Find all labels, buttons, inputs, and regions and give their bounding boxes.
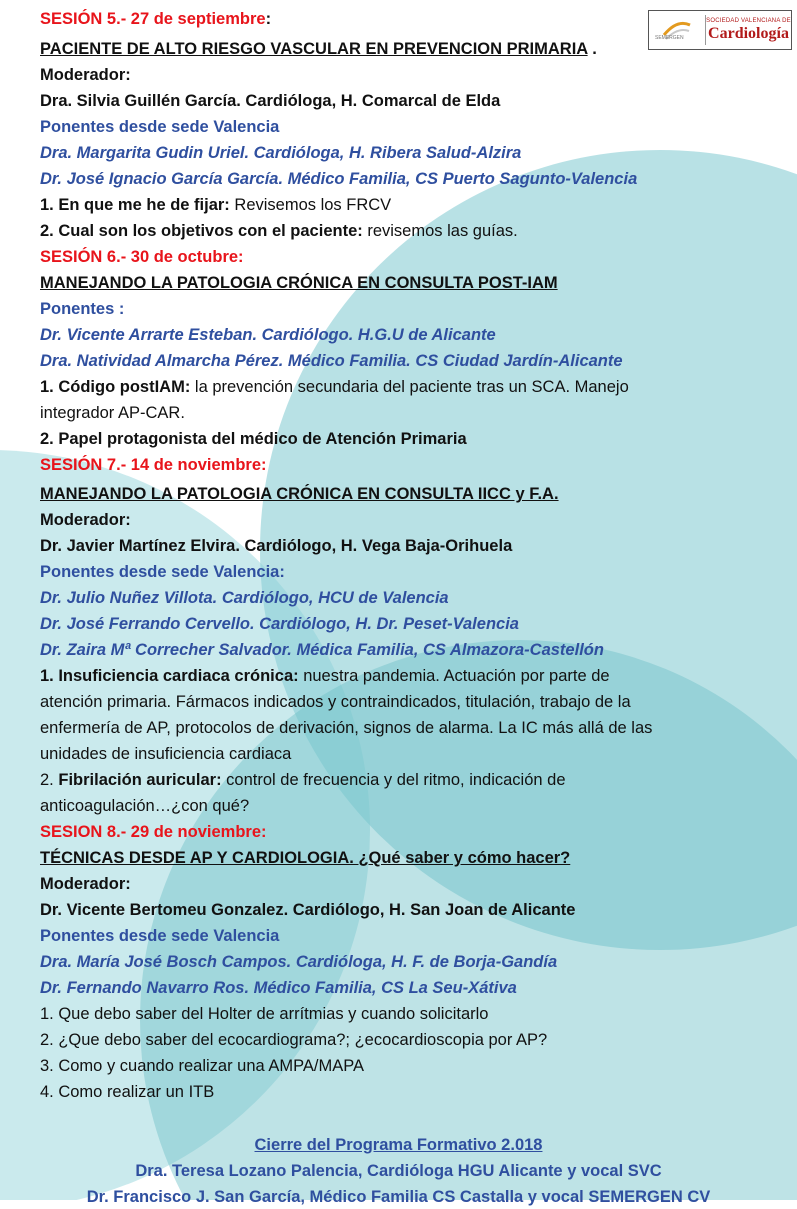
session-6-speaker: Dra. Natividad Almarcha Pérez. Médico Familia. CS Ciudad Jardín-Alicante <box>40 352 623 370</box>
session-7-item-1-cont: atención primaria. Fármacos indicados y contraindicados, titulación, trabajo de la <box>40 693 631 711</box>
session-6-speaker: Dr. Vicente Arrarte Esteban. Cardiólogo. H.G.U de Alicante <box>40 326 496 344</box>
session-7-speaker: Dr. Zaira Mª Correcher Salvador. Médica Familia, CS Almazora-Castellón <box>40 641 604 659</box>
session-5-moderator: Dra. Silvia Guillén García. Cardióloga, H. Comarcal de Elda <box>40 92 501 110</box>
session-6-title: MANEJANDO LA PATOLOGIA CRÓNICA EN CONSULTA POST-IAM <box>40 274 558 292</box>
session-7-title: MANEJANDO LA PATOLOGIA CRÓNICA EN CONSULTA IICC y F.A. <box>40 485 559 503</box>
session-6-item-2: 2. Papel protagonista del médico de Atención Primaria <box>40 430 467 448</box>
session-6-header: SESIÓN 6.- 30 de octubre: <box>40 248 244 266</box>
closing-title: Cierre del Programa Formativo 2.018 <box>254 1136 543 1154</box>
session-8-item: 3. Como y cuando realizar una AMPA/MAPA <box>40 1057 365 1075</box>
closing-line: Dr. Francisco J. San García, Médico Familia CS Castalla y vocal SEMERGEN CV <box>86 1188 711 1206</box>
session-6-ponentes-label: Ponentes : <box>40 300 125 318</box>
session-8-ponentes-label: Ponentes desde sede Valencia <box>40 927 280 945</box>
session-5-item: 2. Cual son los objetivos con el paciente: revisemos las guías. <box>40 222 518 240</box>
session-8-item: 1. Que debo saber del Holter de arrítmias y cuando solicitarlo <box>40 1005 489 1023</box>
closing-line: Dra. Teresa Lozano Palencia, Cardióloga HGU Alicante y vocal SVC <box>135 1162 662 1180</box>
session-7-item-1: 1. Insuficiencia cardiaca crónica: nuestra pandemia. Actuación por parte de <box>40 667 610 685</box>
session-8-moderator: Dr. Vicente Bertomeu Gonzalez. Cardiólogo, H. San Joan de Alicante <box>40 901 576 919</box>
session-7-item-1-cont: unidades de insuficiencia cardiaca <box>40 745 292 763</box>
svc-main-text: Cardiología <box>708 24 789 42</box>
session-8-moderator-label: Moderador: <box>40 875 131 893</box>
session-7-item-2: 2. Fibrilación auricular: control de frecuencia y del ritmo, indicación de <box>40 771 566 789</box>
logo-box <box>648 10 792 50</box>
session-8-header: SESION 8.- 29 de noviembre: <box>40 823 267 841</box>
session-6-item-1: 1. Código postIAM: la prevención secundaria del paciente tras un SCA. Manejo <box>40 378 629 396</box>
semergen-logo <box>649 11 705 49</box>
session-8-item: 2. ¿Que debo saber del ecocardiograma?; ¿ecocardioscopia por AP? <box>40 1031 548 1049</box>
session-6-item-1-cont: integrador AP-CAR. <box>40 404 185 422</box>
session-5-speaker: Dr. José Ignacio García García. Médico Familia, CS Puerto Sagunto-Valencia <box>40 170 638 188</box>
session-5-title: PACIENTE DE ALTO RIESGO VASCULAR EN PREVENCION PRIMARIA . <box>40 40 597 58</box>
session-5-ponentes-label: Ponentes desde sede Valencia <box>40 118 280 136</box>
svc-logo <box>706 18 791 43</box>
session-8-speaker: Dra. María José Bosch Campos. Cardióloga, H. F. de Borja-Gandía <box>40 953 558 971</box>
session-5-item: 1. En que me he de fijar: Revisemos los FRCV <box>40 196 392 214</box>
semergen-text: SEMERGEN <box>655 35 684 41</box>
session-5-moderator-label: Moderador: <box>40 66 131 84</box>
svc-subtitle: SOCIEDAD VALENCIANA DE <box>706 17 791 24</box>
session-8-item: 4. Como realizar un ITB <box>40 1083 215 1101</box>
session-7-moderator-label: Moderador: <box>40 511 131 529</box>
session-7-speaker: Dr. Julio Nuñez Villota. Cardiólogo, HCU de Valencia <box>40 589 449 607</box>
session-7-item-1-cont: enfermería de AP, protocolos de derivación, signos de alarma. La IC más allá de las <box>40 719 653 737</box>
session-7-speaker: Dr. José Ferrando Cervello. Cardiólogo, H. Dr. Peset-Valencia <box>40 615 519 633</box>
session-7-header: SESIÓN 7.- 14 de noviembre: <box>40 456 267 474</box>
session-7-item-2-cont: anticoagulación…¿con qué? <box>40 797 250 815</box>
session-8-title: TÉCNICAS DESDE AP Y CARDIOLOGIA. ¿Qué saber y cómo hacer? <box>40 849 571 867</box>
session-7-moderator: Dr. Javier Martínez Elvira. Cardiólogo, H. Vega Baja-Orihuela <box>40 537 513 555</box>
session-5-speaker: Dra. Margarita Gudin Uriel. Cardióloga, H. Ribera Salud-Alzira <box>40 144 522 162</box>
session-8-speaker: Dr. Fernando Navarro Ros. Médico Familia, CS La Seu-Xátiva <box>40 979 517 997</box>
session-5-header: SESIÓN 5.- 27 de septiembre: <box>40 10 272 28</box>
session-7-ponentes-label: Ponentes desde sede Valencia: <box>40 563 285 581</box>
